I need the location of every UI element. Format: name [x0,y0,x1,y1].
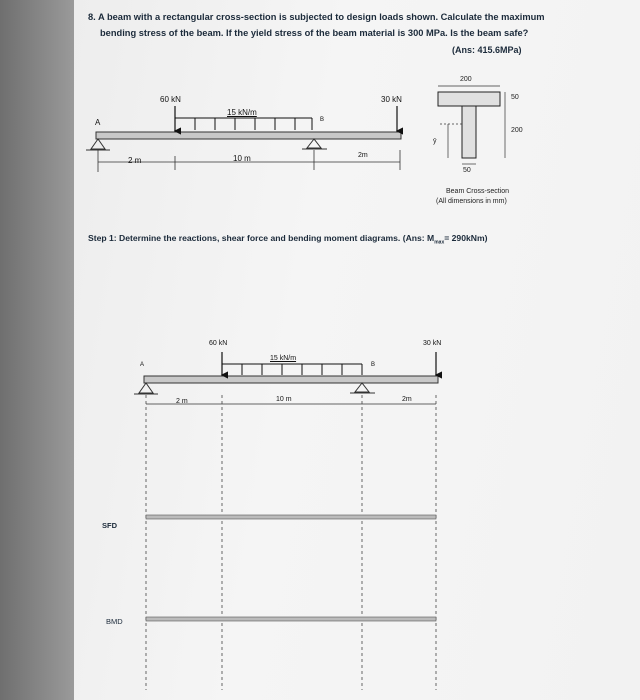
dim-10m-label: 10 m [233,154,251,163]
bmd-label: BMD [106,617,123,626]
bmd-axis [146,617,436,621]
support-b-pin-icon [307,139,321,148]
question-line-1: 8. A beam with a rectangular cross-section is subjected to design loads shown. Calculate the maximum [88,12,545,22]
guide-lines [146,395,436,690]
load-60-label: 60 kN [160,95,181,104]
load-60-label-2: 60 kN [209,340,228,347]
load-30-label-2: 30 kN [423,340,442,347]
sfd-label: SFD [102,521,117,530]
dim-10m-label-2: 10 m [276,396,292,403]
udl-arrows-2 [242,364,362,375]
udl-label: 15 kN/m [227,108,257,117]
question-line-2: bending stress of the beam. If the yield stress of the beam material is 300 MPa. Is the beam safe? [100,28,529,38]
cross-section-units: (All dimensions in mm) [436,198,507,205]
support-b-label: B [320,117,325,123]
step1-text: Step 1: Determine the reactions, shear force and bending moment diagrams. (Ans: $M_{max}= 290kNm$) [88,233,488,246]
dim-2m-label: 2 m [128,156,142,165]
support-a2-label: A [140,362,145,368]
t-section-web [462,106,476,158]
t-section-flange [438,92,500,106]
support-b2-pin-icon [355,383,369,392]
dim-2m-label-2: 2 m [176,398,188,405]
web-width-label: 50 [463,167,471,174]
beam-2 [144,376,438,383]
ybar-label: ȳ [433,138,437,145]
support-a-pin-icon [91,139,105,149]
support-b2-label: B [371,362,376,368]
dim-2m-right-label-2: 2m [402,396,412,403]
support-a2-pin-icon [139,383,153,393]
answer-text: (Ans: 415.6MPa) [452,45,522,55]
support-a-label: A [95,118,101,127]
web-height-label: 200 [511,127,523,134]
udl-arrows [195,118,312,130]
udl-label-2: 15 kN/m [270,355,297,362]
flange-width-label: 200 [460,76,472,83]
sfd-axis [146,515,436,519]
load-30-label: 30 kN [381,95,402,104]
beam-1 [96,132,401,139]
cross-section-caption: Beam Cross-section [446,188,510,195]
dim-2m-right-label: 2m [358,152,368,159]
flange-thickness-label: 50 [511,94,519,101]
